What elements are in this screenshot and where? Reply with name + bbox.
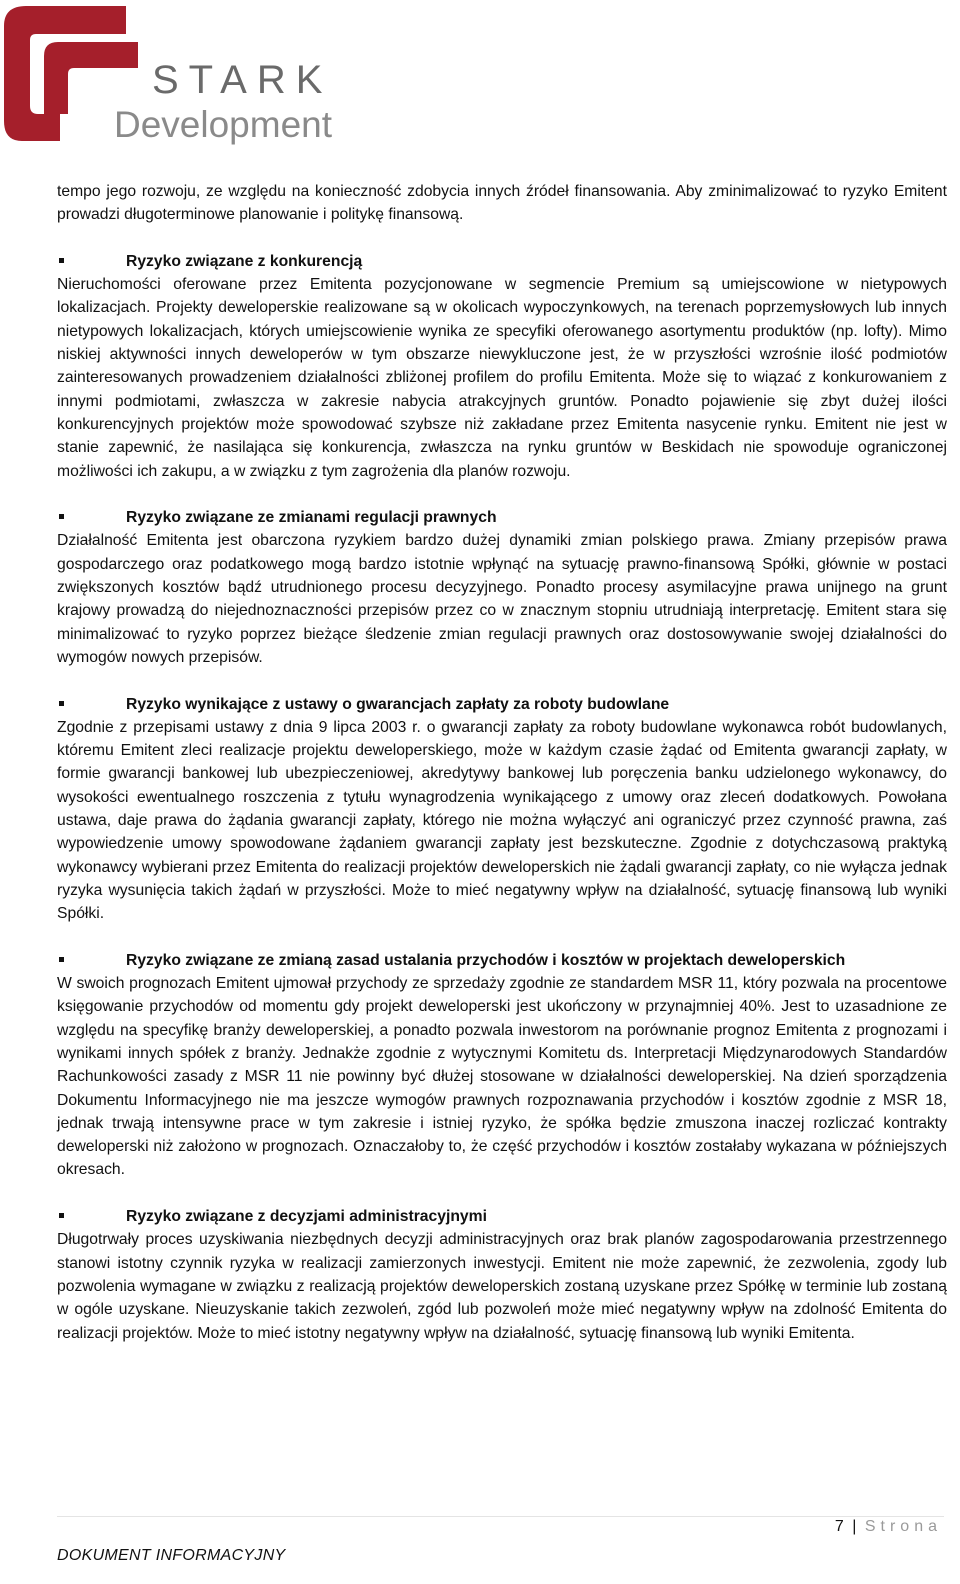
section-paragraph: Długotrwały proces uzyskiwania niezbędnych decyzji administracyjnych oraz brak planów zagospodarowania przestrzennego stanowi istotny czynnik ryzyka w realizacji zamierzonych inwestycji. Emitent nie może zapewnić, że zezwolenia, zgody lub pozwolenia wymagane w związku z realizacją projektów deweloperskich zostaną uzyskane przez Spółkę w terminie lub zostaną w ogóle uzyskane. Nieuzyskanie takich zezwoleń, zgód lub pozwoleń może mieć negatywny wpływ na zdolność Emitenta do realizacji projektów. Może to mieć istotny negatywny wpływ na działalność, sytuację finansową lub wyniki Emitenta. — [57, 1231, 947, 1342]
page-number — [835, 1518, 942, 1536]
section-heading-text: Ryzyko związane ze zmianą zasad ustalania przychodów i kosztów w projektach deweloperskich — [126, 951, 846, 969]
section-paragraph: Nieruchomości oferowane przez Emitenta pozycjonowane w segmencie Premium są umiejscowione w nietypowych lokalizacjach. Projekty deweloperskie realizowane są w okolicach wypoczynkowych, na terenach poprzemysłowych lub innych nietypowych lokalizacjach, których umiejscowienie wynika ze specyfiki oferowanego asortymentu produktów (np. lofty). Mimo niskiej aktywności innych deweloperów w tym obszarze niewykluczone jest, że w przyszłości wzrośnie ilość podmiotów zainteresowanych prowadzeniem działalności zbliżonej profilem do profilu Emitenta. Może się to wiązać z konkurowaniem z innymi podmiotami, zwłaszcza w zakresie nabycia atrakcyjnych gruntów. Ponadto pojawienie się zbyt dużej ilości konkurencyjnych projektów może spowodować szybsze niż zakładane przez Emitenta nasycenie rynku. Emitent nie jest w stanie zapewnić, że nasilająca się konkurencja, zwłaszcza na rynku gruntów w Beskidach nie spowoduje ograniczonej możliwości ich zakupu, a w związku z tym zagrożenia dla planów rozwoju. — [57, 276, 947, 480]
section-payment-guarantees — [57, 693, 947, 926]
page-number-value: 7 — [834, 1518, 844, 1535]
document-body — [57, 180, 947, 1345]
section-paragraph: Zgodnie z przepisami ustawy z dnia 9 lipca 2003 r. o gwarancji zapłaty za roboty budowlane wykonawca robót budowlanych, któremu Emitent zleci realizacje projektu deweloperskiego, może w każdym czasie żądać od Emitenta gwarancji zapłaty, w formie gwarancji bankowej lub ubezpieczeniowej, akredytywy bankowej lub poręczenia banku udzielonego wykonawcy, do wysokości ewentualnego roszczenia z tytułu wynagrodzenia wynikającego z umowy oraz zleceń dodatkowych. Powołana ustawa, daje prawa do żądania gwarancji zapłaty, którego nie można wyłączyć ani ograniczyć przez czynność prawna, zaś wypowiedzenie umowy spowodowane żądaniem gwarancji zapłaty jest bezskuteczne. Zgodnie z dotychczasową praktyką wykonawcy wybierani przez Emitenta do realizacji projektów deweloperskich nie żądali gwarancji zapłaty, co nie wyłącza jednak ryzyka wysunięcia takich żądań w przyszłości. Może to mieć negatywny wpływ na działalność, sytuację finansową lub wyniki Spółki. — [57, 718, 947, 923]
footer-divider — [57, 1516, 944, 1517]
page-word: Strona — [864, 1518, 942, 1535]
bullet-square-icon — [59, 514, 64, 519]
document-label: DOKUMENT INFORMACYJNY — [57, 1547, 286, 1564]
bullet-square-icon — [59, 957, 64, 962]
page-number-separator: | — [852, 1518, 857, 1535]
section-revenue-recognition — [57, 949, 947, 1182]
section-legal-regulations — [57, 506, 947, 669]
logo-brand-text: STARK — [152, 58, 333, 102]
bullet-square-icon — [59, 701, 64, 706]
section-heading-text: Ryzyko związane z decyzjami administracyjnymi — [126, 1208, 487, 1226]
section-heading-text: Ryzyko wynikające z ustawy o gwarancjach zapłaty za roboty budowlane — [126, 695, 670, 713]
section-heading — [57, 1205, 947, 1228]
bullet-square-icon — [59, 1213, 64, 1218]
section-competition — [57, 250, 947, 483]
logo-subtitle-text: Development — [114, 104, 333, 145]
section-paragraph: W swoich prognozach Emitent ujmował przychody ze sprzedaży zgodnie ze standardem MSR 11, który pozwala na procentowe księgowanie przychodów od momentu gdy projekt deweloperski jest ukończony w przynajmniej 40%. Jest to uzasadnione ze względu na specyfikę branży deweloperskiej, a ponadto pozwala inwestorom na porównanie prognoz Emitenta z prognozami i wynikami innych spółek z branży. Jednakże zgodnie z wytycznymi Komitetu ds. Interpretacji Międzynarodowych Standardów Rachunkowości zasady z MSR 11 nie powinny być dłużej stosowane w działalności deweloperskiej. Na dzień sporządzenia Dokumentu Informacyjnego nie ma jeszcze wymogów prawnych rozpoznawania przychodów i kosztów zgodnie z MSR 18, jednak trwają intensywne prace w tym zakresie i istniej ryzyko, że spółka będzie zmuszona inaczej rozliczać kontrakty deweloperski niż założono w prognozach. Oznaczałoby to, że część przychodów i kosztów zostałaby wykazana w późniejszych okresach. — [57, 975, 947, 1179]
section-heading-text: Ryzyko związane z konkurencją — [126, 252, 363, 270]
company-logo — [0, 0, 340, 160]
intro-paragraph: tempo jego rozwoju, ze względu na konieczność zdobycia innych źródeł finansowania. Aby zminimalizować to ryzyko Emitent prowadzi długoterminowe planowanie i politykę finansową. — [57, 183, 947, 224]
section-paragraph: Działalność Emitenta jest obarczona ryzykiem bardzo dużej dynamiki zmian polskiego prawa. Zmiany przepisów prawa gospodarczego oraz podatkowego mogą bardzo istotnie wpłynąć na sytuację prawno-finansową Spółki, głównie w postaci zwiększonych kosztów bądź utrudnionego procesu decyzyjnego. Ponadto procesy asymilacyjne prawa unijnego na grunt krajowy prowadzą do niejednoznaczności przepisów przez co w znacznym stopniu utrudniają interpretację. Emitent stara się minimalizować to ryzyko poprzez bieżące śledzenie zmian regulacji prawnych oraz dostosowywanie swojej działalności do wymogów nowych przepisów. — [57, 532, 947, 666]
section-heading-text: Ryzyko związane ze zmianami regulacji prawnych — [126, 509, 497, 527]
section-heading — [57, 693, 947, 716]
bullet-square-icon — [59, 258, 64, 263]
section-heading — [57, 250, 947, 273]
section-heading — [57, 949, 947, 972]
section-heading — [57, 506, 947, 529]
section-administrative-decisions — [57, 1205, 947, 1345]
